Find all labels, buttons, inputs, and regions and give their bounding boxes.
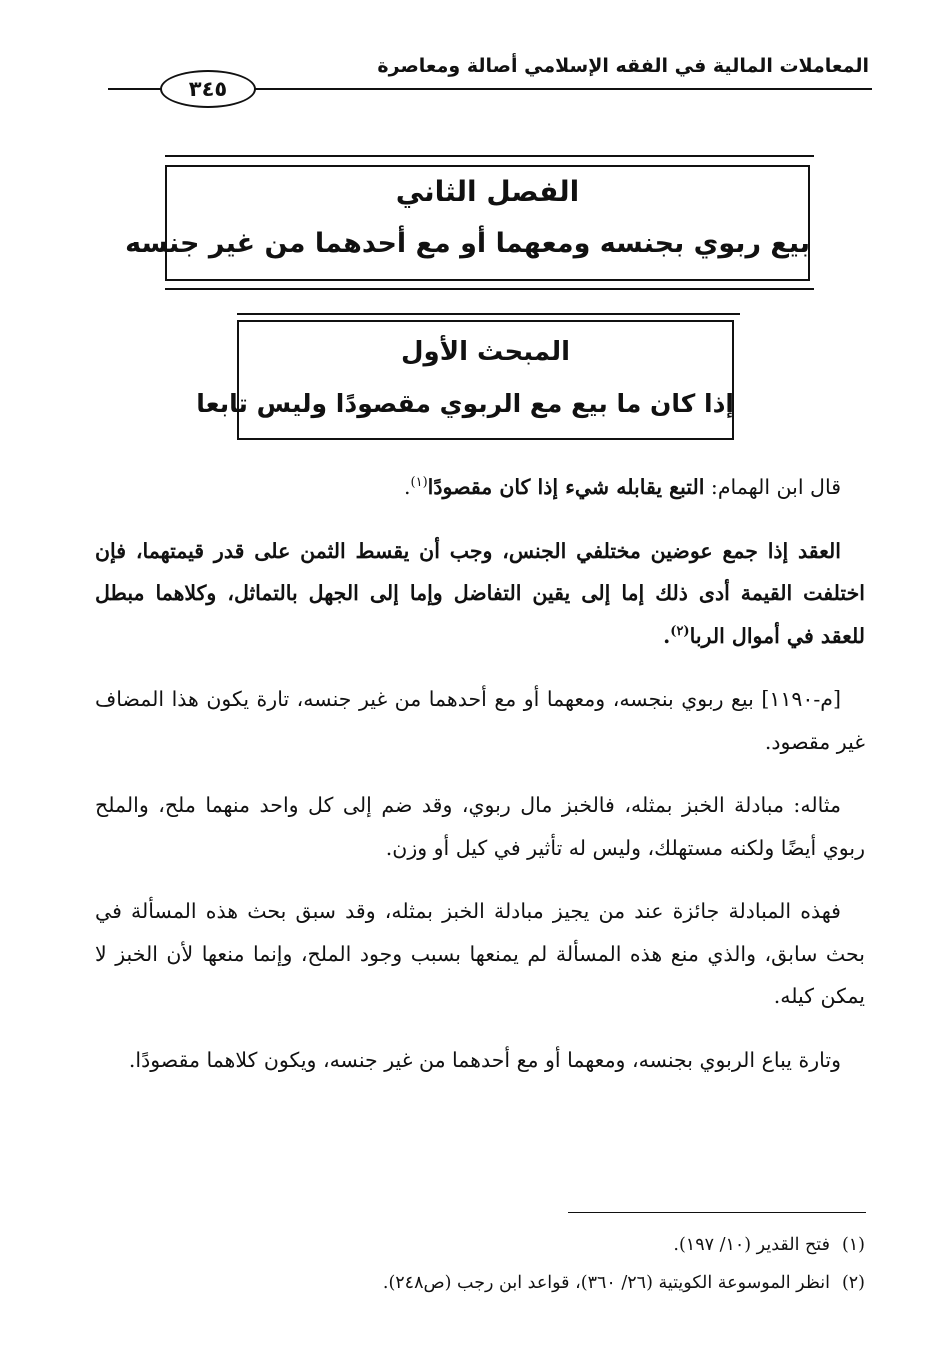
- footnote-ref-1: (١): [410, 475, 428, 491]
- p1-quote: التبع يقابله شيء إذا كان مقصودًا: [427, 475, 705, 499]
- p2-end: .: [663, 623, 671, 648]
- chapter-top-rule: [165, 155, 814, 157]
- chapter-subtitle: بيع ربوي بجنسه ومعهما أو مع أحدهما من غير جنسه: [125, 228, 810, 259]
- paragraph-2: [95, 530, 865, 658]
- body-text: [95, 466, 865, 1102]
- footnote-1-number: (١): [841, 1235, 865, 1255]
- footnote-2: [95, 1264, 865, 1302]
- chapter-bottom-rule: [165, 288, 814, 290]
- section-subtitle: إذا كان ما بيع مع الربوي مقصودًا وليس تابعا: [196, 389, 734, 418]
- section-title: المبحث الأول: [400, 337, 571, 367]
- footnote-ref-2: (٢): [670, 623, 690, 639]
- section-top-rule: [237, 313, 740, 315]
- paragraph-6: وتارة يباع الربوي بجنسه، ومعهما أو مع أحدهما من غير جنسه، ويكون كلاهما مقصودًا.: [128, 1047, 841, 1072]
- paragraph-4: مثاله: مبادلة الخبز بمثله، فالخبز مال ربوي، وقد ضم إلى كل واحد منهما ملح، والملح ربوي أيضًا ولكنه مستهلك، وليس له تأثير في كيل أو وزن.: [95, 793, 865, 860]
- paragraph-1: [95, 466, 865, 509]
- footnotes: [95, 1226, 865, 1302]
- p1-end: .: [403, 475, 411, 499]
- page-number-badge: ٣٤٥: [160, 70, 256, 108]
- footnote-2-number: (٢): [841, 1273, 865, 1293]
- running-title: المعاملات المالية في الفقه الإسلامي أصالة ومعاصرة: [377, 55, 869, 77]
- footnote-1: [95, 1226, 865, 1264]
- p1-lead: قال ابن الهمام:: [704, 475, 841, 499]
- footnote-2-text: انظر الموسوعة الكويتية (٢٦/ ٣٦٠)، قواعد ابن رجب (ص٢٤٨).: [382, 1273, 830, 1293]
- footnote-1-text: فتح القدير (١٠/ ١٩٧).: [673, 1235, 830, 1255]
- chapter-title: الفصل الثاني: [395, 175, 580, 208]
- footnote-separator: [568, 1212, 866, 1213]
- p2-text: العقد إذا جمع عوضين مختلفي الجنس، وجب أن يقسط الثمن على قدر قيمتهما، فإن اختلفت القيمة أدى ذلك إما إلى يقين التفاضل وإما إلى الجهل بالتماثل، وكلاهما مبطل للعقد في أموال الربا: [95, 538, 865, 648]
- paragraph-5: فهذه المبادلة جائزة عند من يجيز مبادلة الخبز بمثله، وقد سبق بحث هذه المسألة في بحث سابق، والذي منع هذه المسألة لم يمنعها بسبب وجود الملح، وإنما منعها لأن الخبز لا يمكن كيله.: [95, 899, 865, 1008]
- paragraph-3: [م-١١٩٠] بيع ربوي بنجسه، ومعهما أو مع أحدهما من غير جنسه، تارة يكون هذا المضاف غير مقصود.: [95, 687, 865, 754]
